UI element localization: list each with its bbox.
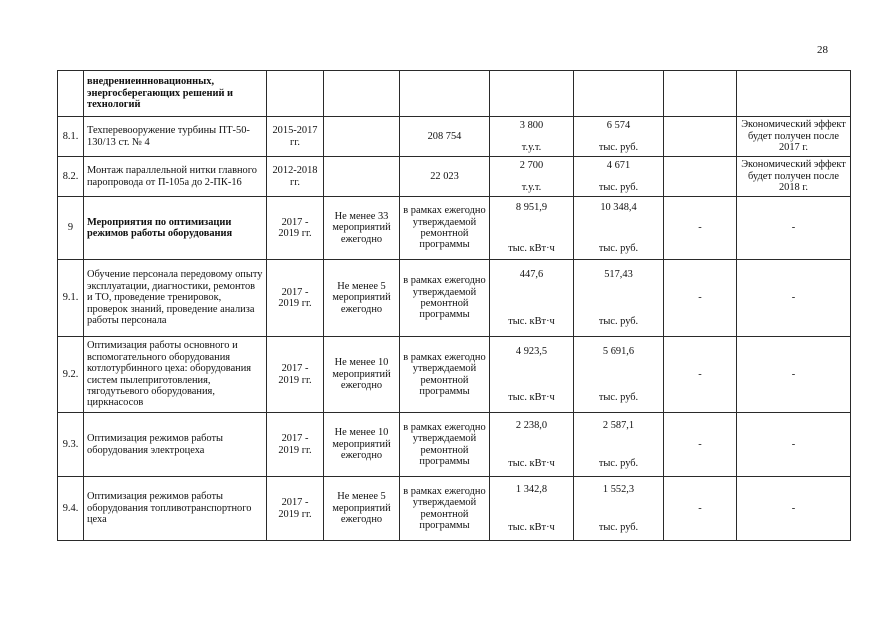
cost-unit: тыс. руб.	[598, 458, 639, 470]
volume-cell: Не менее 5 мероприятий ежегодно	[324, 260, 400, 337]
effect-cell	[490, 477, 574, 541]
table-row	[58, 477, 851, 541]
cost-unit: тыс. руб.	[598, 315, 639, 327]
extra-cell	[664, 71, 737, 117]
volume-cell: Не менее 5 мероприятий ежегодно	[324, 477, 400, 541]
period-cell: 2015-2017 гг.	[267, 117, 324, 157]
note-cell: -	[737, 197, 851, 260]
cost-unit: тыс. руб.	[598, 142, 639, 154]
extra-cell	[664, 117, 737, 157]
financing-cell: 22 023	[400, 157, 490, 197]
financing-cell: 208 754	[400, 117, 490, 157]
financing-cell	[400, 71, 490, 117]
volume-cell	[324, 117, 400, 157]
extra-cell: -	[664, 197, 737, 260]
cost-unit: тыс. руб.	[598, 242, 639, 254]
measures-table	[57, 70, 851, 541]
cost-value: 1 552,3	[602, 483, 635, 495]
note-cell: -	[737, 260, 851, 337]
effect-cell	[490, 157, 574, 197]
row-number-cell	[58, 71, 84, 117]
cost-value: 2 587,1	[602, 419, 635, 431]
measure-name-cell: Мероприятия по оптимизации режимов работы оборудования	[84, 197, 267, 260]
effect-cell	[490, 117, 574, 157]
effect-value: 4 923,5	[515, 345, 548, 357]
effect-unit: тыс. кВт·ч	[508, 392, 555, 404]
extra-cell: -	[664, 260, 737, 337]
volume-cell: Не менее 33 мероприятий ежегодно	[324, 197, 400, 260]
effect-unit: тыс. кВт·ч	[508, 242, 555, 254]
volume-cell	[324, 157, 400, 197]
extra-cell: -	[664, 413, 737, 477]
row-number-cell: 8.1.	[58, 117, 84, 157]
effect-value: 2 700	[519, 159, 544, 171]
note-cell: -	[737, 337, 851, 413]
period-cell	[267, 71, 324, 117]
volume-cell: Не менее 10 мероприятий ежегодно	[324, 337, 400, 413]
period-cell: 2017 - 2019 гг.	[267, 413, 324, 477]
measure-name-cell: Оптимизация режимов работы оборудования топливотранспортного цеха	[84, 477, 267, 541]
effect-cell	[490, 71, 574, 117]
measure-name-cell: Обучение персонала передовому опыту эксплуатации, диагностики, ремонтов и ТО, проведение тренировок, проверок знаний, проведение анализа работы персонала	[84, 260, 267, 337]
effect-unit: т.у.т.	[521, 182, 542, 194]
row-number-cell: 9	[58, 197, 84, 260]
row-number-cell: 8.2.	[58, 157, 84, 197]
row-number-cell: 9.2.	[58, 337, 84, 413]
measure-name-cell: Оптимизация режимов работы оборудования электроцеха	[84, 413, 267, 477]
extra-cell: -	[664, 337, 737, 413]
cost-unit: тыс. руб.	[598, 182, 639, 194]
note-cell: -	[737, 477, 851, 541]
volume-cell: Не менее 10 мероприятий ежегодно	[324, 413, 400, 477]
effect-value: 1 342,8	[515, 483, 548, 495]
measure-name-cell: внедрениеинновационных, энергосберегающих решений и технологий	[84, 71, 267, 117]
table-row	[58, 197, 851, 260]
effect-cell	[490, 260, 574, 337]
effect-cell	[490, 337, 574, 413]
period-cell: 2017 - 2019 гг.	[267, 337, 324, 413]
cost-value: 4 671	[606, 159, 631, 171]
extra-cell	[664, 157, 737, 197]
cost-cell	[574, 337, 664, 413]
note-cell: Экономический эффект будет получен после 2017 г.	[737, 117, 851, 157]
table-row	[58, 117, 851, 157]
cost-cell	[574, 477, 664, 541]
row-number-cell: 9.3.	[58, 413, 84, 477]
cost-unit: тыс. руб.	[598, 392, 639, 404]
measure-name-cell: Техперевооружение турбины ПТ-50-130/13 ст. № 4	[84, 117, 267, 157]
financing-cell: в рамках ежегодно утверждаемой ремонтной программы	[400, 413, 490, 477]
financing-cell: в рамках ежегодно утверждаемой ремонтной программы	[400, 337, 490, 413]
note-cell: -	[737, 413, 851, 477]
table-row	[58, 157, 851, 197]
cost-value: 517,43	[604, 269, 633, 280]
cost-cell	[574, 157, 664, 197]
effect-value: 2 238,0	[515, 419, 548, 431]
financing-cell: в рамках ежегодно утверждаемой ремонтной программы	[400, 477, 490, 541]
table-row	[58, 413, 851, 477]
cost-value: 5 691,6	[602, 345, 635, 357]
period-cell: 2017 - 2019 гг.	[267, 477, 324, 541]
volume-cell	[324, 71, 400, 117]
extra-cell: -	[664, 477, 737, 541]
measure-name-cell: Оптимизация работы основного и вспомогательного оборудования котлотурбинного цеха: оборудования систем пылеприготовления, тягодутьевого оборудования, циркнасосов	[84, 337, 267, 413]
measure-name-cell: Монтаж параллельной нитки главного паропровода от П-105а до 2-ПК-16	[84, 157, 267, 197]
table-row	[58, 337, 851, 413]
cost-value: 6 574	[606, 119, 631, 131]
row-number-cell: 9.4.	[58, 477, 84, 541]
effect-cell	[490, 413, 574, 477]
financing-cell: в рамках ежегодно утверждаемой ремонтной программы	[400, 197, 490, 260]
table-row	[58, 260, 851, 337]
period-cell: 2017 - 2019 гг.	[267, 197, 324, 260]
note-cell: Экономический эффект будет получен после 2018 г.	[737, 157, 851, 197]
note-cell	[737, 71, 851, 117]
financing-cell: в рамках ежегодно утверждаемой ремонтной программы	[400, 260, 490, 337]
effect-value: 447,6	[519, 269, 544, 280]
cost-cell	[574, 197, 664, 260]
period-cell: 2012-2018 гг.	[267, 157, 324, 197]
effect-value: 3 800	[519, 119, 544, 131]
cost-cell	[574, 71, 664, 117]
cost-cell	[574, 413, 664, 477]
effect-unit: тыс. кВт·ч	[508, 315, 555, 327]
cost-cell	[574, 260, 664, 337]
period-cell: 2017 - 2019 гг.	[267, 260, 324, 337]
table-row	[58, 71, 851, 117]
cost-unit: тыс. руб.	[598, 522, 639, 534]
effect-value: 8 951,9	[515, 202, 548, 213]
page-number: 28	[817, 44, 828, 56]
cost-cell	[574, 117, 664, 157]
effect-unit: тыс. кВт·ч	[508, 522, 555, 534]
effect-unit: т.у.т.	[521, 142, 542, 154]
effect-unit: тыс. кВт·ч	[508, 458, 555, 470]
row-number-cell: 9.1.	[58, 260, 84, 337]
cost-value: 10 348,4	[600, 202, 637, 213]
effect-cell	[490, 197, 574, 260]
